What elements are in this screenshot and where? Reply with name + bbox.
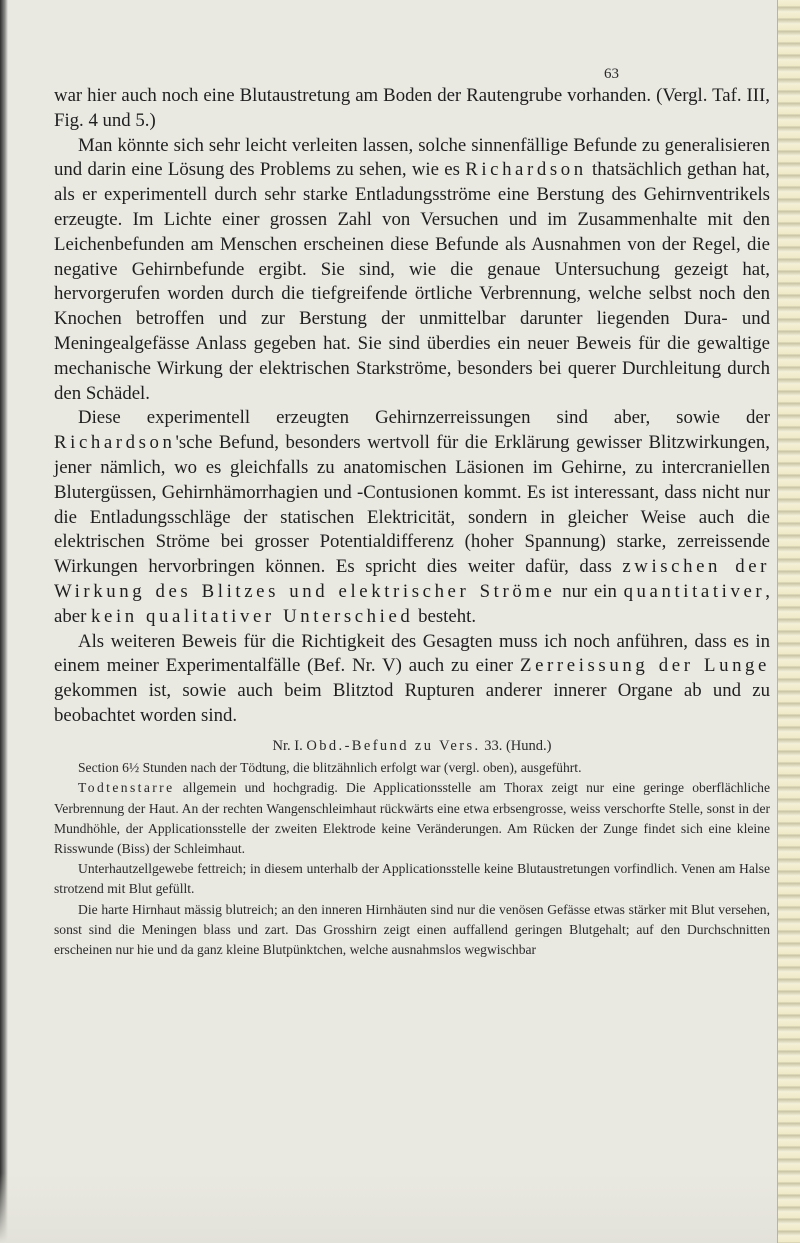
case-text: allgemein und hochgradig. Die Applicationsstelle am Thorax zeigt nur eine geringe oberflächliche Verbrennung der Haut. An der rechten Wangenschleimhaut rückwärts eine etwa erbsengrosse, weiss verschorfte Stelle, sonst in der Mundhöhle, der Applicationsstelle der zweiten Elektrode keine Veränderungen. Am Rücken der Zunge findet sich eine kleine Risswunde (Biss) der Schleimhaut. (54, 780, 770, 857)
case-hirnhaut: Die harte Hirnhaut mässig blutreich; an den inneren Hirnhäuten sind nur die venösen Gefässe etwas stärker mit Blut versehen, sonst sind die Meningen blass und zart. Das Grosshirn zeigt einen auffallend geringen Blutgehalt; auf den Durchschnitten erscheinen nur hie und da ganz kleine Blutpünktchen, welche ausnahmslos wegwischbar (54, 901, 770, 958)
case-unterhaut: Unterhautzellgewebe fettreich; in diesem unterhalb der Applicationsstelle keine Blutaustretungen vorfindlich. Venen am Halse strotzend mit Blut gefüllt. (54, 861, 770, 897)
emphasis-spaced: Zerreissung der Lunge (520, 655, 770, 677)
paragraph-text: 'sche Befund, besonders wertvoll für die Erklärung gewisser Blitzwirkungen, jener nämlich, wo es gleichfalls zu anatomischen Läsionen im Gehirne, zu intercraniellen Blutergüssen, Gehirnhämorrhagien und -Contusionen kommt. Es ist interessant, dass nicht nur die Entladungsschläge der statischen Elektricität, sondern in gleicher Weise auch die elektrischen Ströme bei grosser Potentialdifferenz (hoher Spannung) starke, zerreissende Wirkungen hervorbringen können. Es spricht dies weiter dafür, dass (54, 432, 770, 578)
case-heading (54, 736, 770, 756)
main-text (54, 84, 770, 729)
emphasis-spaced: kein qualitativer Unterschied (91, 605, 414, 627)
paragraph-generalisation (54, 134, 770, 407)
case-keyword-spaced: Todtenstarre (78, 780, 175, 796)
paragraph-text: , aber (54, 580, 770, 627)
paragraph-text: besteht. (413, 605, 477, 627)
emphasis-spaced: quantitativer (623, 580, 766, 602)
case-heading-text: 33. (Hund.) (480, 738, 552, 754)
case-heading-text: Nr. I. (272, 738, 307, 754)
case-section-note: Section 6½ Stunden nach der Tödtung, die blitzähnlich erfolgt war (vergl. oben), ausgeführt. (78, 760, 582, 776)
paragraph-richardson-finding (54, 406, 770, 629)
case-todtenstarre (54, 778, 770, 859)
page-edge-strip (777, 0, 800, 1243)
author-name-spaced: Richardson (54, 432, 176, 454)
paragraph-text: thatsächlich gethan hat, als er experimentell durch sehr starke Entladungsströme eine Berstung des Gehirnventrikels erzeugte. Im Lichte einer grossen Zahl von Versuchen und im Zusammenhalte mit den Leichenbefunden am Menschen erscheinen diese Befunde als Ausnahmen von der Regel, die negative Gehirnbefunde ergibt. Sie sind, wie die genaue Untersuchung gezeigt hat, hervorgerufen worden durch die tiefgreifende örtliche Verbrennung, welche selbst noch den Knochen betroffen und zur Berstung der unmittelbar darunter liegenden Dura- und Meningealgefässe Anlass gegeben hat. Sie sind überdies ein neuer Beweis für die gewaltige mechanische Wirkung der elektrischen Starkströme, besonders bei querer Durchleitung durch den Schädel. (54, 159, 770, 404)
page-bottom-margin (0, 1173, 800, 1243)
binding-gutter (0, 0, 8, 1243)
paragraph-text: Man könnte sich sehr leicht verleiten lassen, solche sinnenfällige Befunde zu generalisieren und darin eine Lösung des Problems zu sehen, wie es (54, 134, 770, 181)
paragraph-text: Als weiteren Beweis für die Richtigkeit des Gesagten muss ich noch anführen, dass es in einem meiner Experimentalfälle (Bef. Nr. V) auch zu einer (54, 630, 770, 677)
paragraph-text: war hier auch noch eine Blutaustretung am Boden der Rautengrube vorhanden. (Vergl. Taf. III, Fig. 4 und 5.) (54, 85, 770, 131)
case-heading-spaced: Obd.-Befund zu Vers. (306, 738, 481, 754)
paragraph-text: Diese experimentell erzeugten Gehirnzerreissungen sind aber, sowie der (78, 407, 770, 429)
paragraph-text: nur ein (555, 580, 624, 602)
case-report (54, 736, 770, 960)
paragraph-lung-rupture (54, 630, 770, 729)
author-name-spaced: Richardson (465, 159, 587, 181)
emphasis-spaced: zwischen der Wirkung des Blitzes und elektrischer Ströme (54, 556, 770, 602)
paragraph-continuation (54, 84, 770, 134)
page-number: 63 (604, 66, 619, 82)
paragraph-text: gekommen ist, sowie auch beim Blitztod Rupturen anderer innerer Organe ab und zu beobachtet worden sind. (54, 680, 770, 726)
